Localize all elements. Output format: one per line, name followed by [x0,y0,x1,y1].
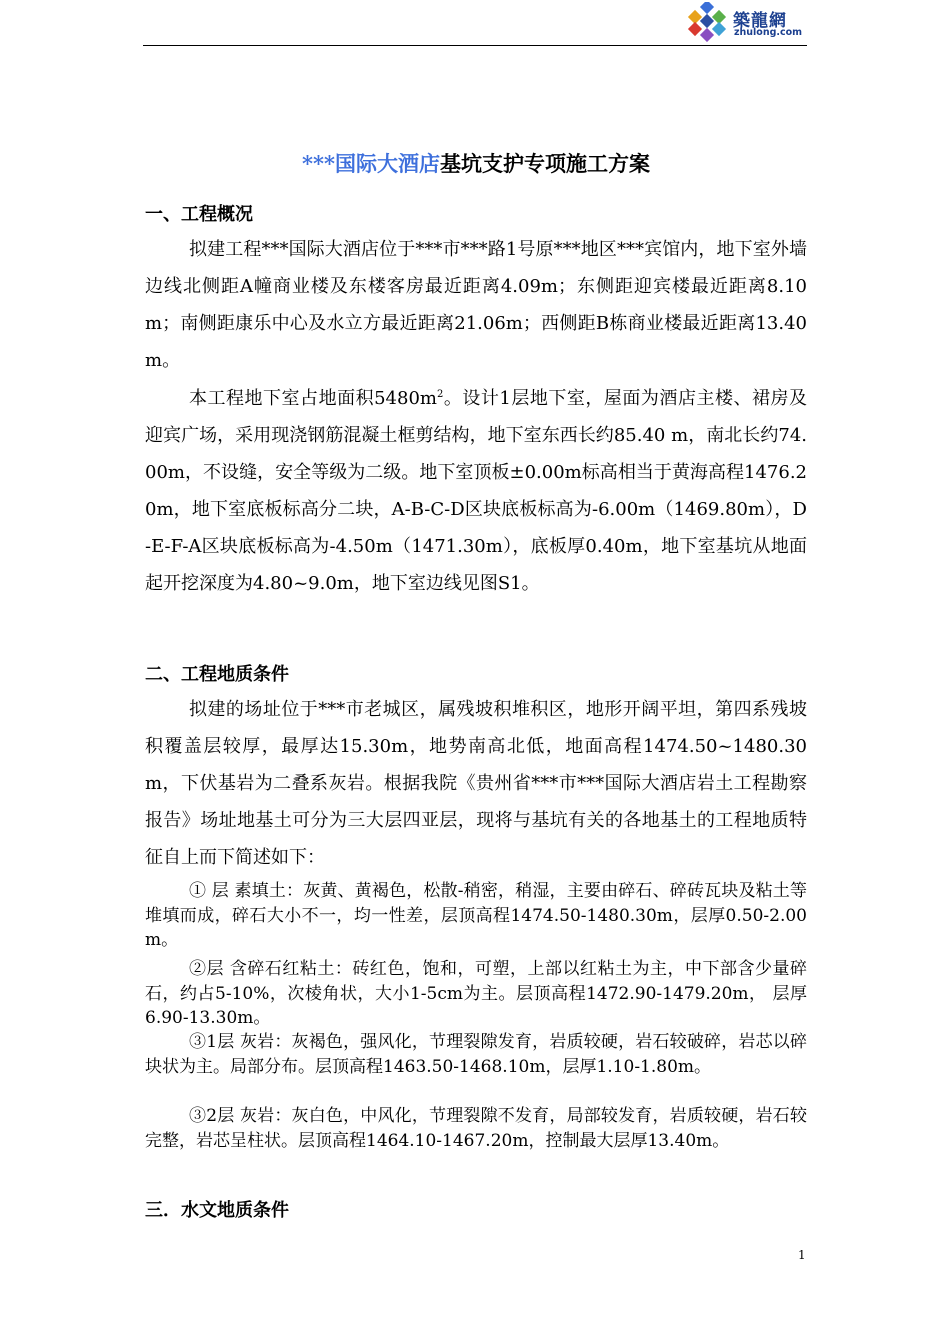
layer-item: ① 层 素填土：灰黄、黄褐色，松散-稍密，稍湿，主要由碎石、碎砖瓦块及粘土等堆填而成，碎石大小不一，均一性差，层顶高程1474.50-1480.30m，层厚0.50-2.00m。 [145,881,807,950]
title-highlight: ***国际大酒店 [302,151,440,176]
header-rule [143,45,807,46]
zhulong-logo-icon [684,2,730,42]
layer-item: ③1层 灰岩：灰褐色，强风化，节理裂隙发育，岩质较硬，岩石较破碎，岩芯以碎块状为主。局部分布。层顶高程1463.50-1468.10m，层厚1.10-1.80m。 [145,1032,807,1077]
zhulong-logo [684,2,814,42]
p2-text-end: 。设计1层地下室，屋面为酒店主楼、裙房及迎宾广场，采用现浇钢筋混凝土框剪结构，地下室东西长约85.40 m，南北长约74.00m，不设缝，安全等级为二级。地下室顶板±0.00m标高相当于黄海高程1476.20m，地下室底板标高分二块，A-B-C-D区块底板标高为-6.00m（1469.80m），D-E-F-A区块底板标高为-4.50m（1471.30m），底板厚0.40m，地下室基坑从地面起开挖深度为4.80~9.0m，地下室边线见图S1。 [145,388,807,594]
section-1-paragraph-2 [145,380,807,602]
section-1-paragraph-1: 拟建工程***国际大酒店位于***市***路1号原***地区***宾馆内，地下室外墙边线北侧距A幢商业楼及东楼客房最近距离4.09m；东侧距迎宾楼最近距离8.10m；南侧距康乐中心及水立方最近距离21.06m；西侧距B栋商业楼最近距离13.40m。 [145,239,807,371]
logo-chinese-name: 築龍網 [733,11,787,31]
title-rest: 基坑支护专项施工方案 [439,151,650,176]
superscript-2: 2 [436,389,444,400]
page-number: 1 [798,1248,806,1262]
section-2-heading: 二、工程地质条件 [145,664,289,685]
layer-item: ②层 含碎石红粘土：砖红色，饱和，可塑，上部以红粘土为主，中下部含少量碎石，约占5-10%，次棱角状，大小1-5cm为主。层顶高程1472.90-1479.20m， 层厚6.90-13.30m。 [145,959,807,1028]
section-1-heading: 一、工程概况 [145,204,253,225]
p2-text-start: 本工程地下室占地面积5480m [189,388,437,409]
document-title [145,148,807,178]
logo-domain: zhulong.com [734,27,803,38]
section-2-paragraph-1: 拟建的场址位于***市老城区，属残坡积堆积区，地形开阔平坦，第四系残坡积覆盖层较厚，最厚达15.30m，地势南高北低，地面高程1474.50~1480.30m，下伏基岩为二叠系灰岩。根据我院《贵州省***市***国际大酒店岩土工程勘察报告》场址地基土可分为三大层四亚层，现将与基坑有关的各地基土的工程地质特征自上而下简述如下： [145,699,807,868]
section-3-heading: 三．水文地质条件 [145,1200,289,1221]
layer-item: ③2层 灰岩：灰白色，中风化，节理裂隙不发育，局部较发育，岩质较硬，岩石较完整，岩芯呈柱状。层顶高程1464.10-1467.20m，控制最大层厚13.40m。 [145,1106,807,1151]
